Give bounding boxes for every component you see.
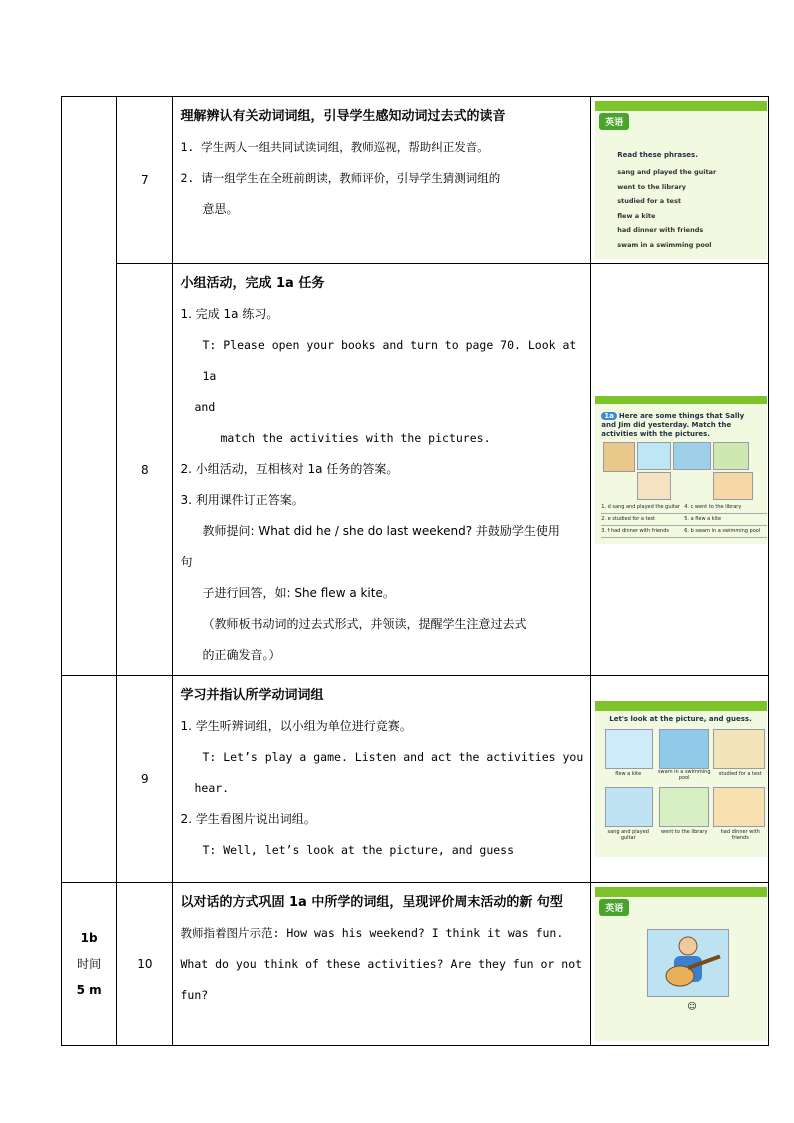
- phrase-item: had dinner with friends: [617, 226, 704, 234]
- picture-label: went to the library: [661, 829, 708, 835]
- study-picture: [713, 729, 765, 769]
- step-line: T: Please open your books and turn to page 70. Look at 1a: [202, 338, 577, 383]
- step-line: fun?: [180, 988, 209, 1002]
- step-line: What do you think of these activities? Are they fun or not: [180, 957, 583, 971]
- step-heading: 以对话的方式巩固 1a 中所学的词组，呈现评价周末活动的新 句型: [180, 895, 563, 910]
- slide-thumbnail: [595, 396, 767, 544]
- guitar-player-picture: [647, 929, 729, 997]
- question-text: Here are some things that Sally and Jim did yesterday. Match the activities with the pictures.: [601, 411, 745, 438]
- step-line: T: Let’s play a game. Listen and act the activities you: [202, 750, 584, 764]
- step-line: 1. 学生听辨词组，以小组为单位进行竞赛。: [180, 719, 412, 733]
- picture-label: had dinner with friends: [720, 829, 760, 841]
- step-line: 3. 利用课件订正答案。: [180, 493, 304, 507]
- slide-tag: 课件在线: [737, 103, 758, 109]
- slide-cell: [591, 264, 769, 676]
- step-heading: 小组活动，完成 1a 任务: [180, 276, 325, 291]
- task-badge: 1a: [601, 412, 617, 420]
- phrase-item: studied for a test: [617, 197, 681, 205]
- english-logo: 英语: [599, 899, 629, 916]
- step-line: 的正确发音。）: [202, 648, 281, 662]
- step-line: match the activities with the pictures.: [220, 431, 491, 445]
- stage-cell: [62, 676, 117, 883]
- guitar-picture: [605, 787, 653, 827]
- step-line: 意思。: [202, 202, 239, 216]
- step-content: [173, 264, 591, 676]
- answer-row: [601, 526, 767, 538]
- slide-question: [601, 412, 761, 439]
- answer-item: 4. c went to the library: [684, 503, 742, 510]
- step-line: 教师提问: What did he / she do last weekend? 并鼓励学生使用: [202, 524, 560, 538]
- answer-item: 6. b swam in a swimming pool: [684, 527, 761, 534]
- smile-icon: ☺: [687, 1002, 697, 1012]
- slide-thumbnail: [595, 101, 767, 259]
- phrase-item: swam in a swimming pool: [617, 240, 712, 249]
- slide-title: Let's look at the picture, and guess.: [609, 715, 752, 723]
- phrase-item: went to the library: [617, 182, 687, 191]
- guitar-player-illustration: [648, 930, 728, 996]
- step-line: 1. 学生两人一组共同试读词组，教师巡视，帮助纠正发音。: [180, 140, 489, 154]
- pool-picture: [673, 442, 711, 470]
- study-picture: [637, 472, 671, 500]
- stage-label: 时间: [77, 957, 102, 971]
- step-content: [173, 97, 591, 264]
- answer-row: [601, 514, 767, 526]
- step-line: 2. 请一组学生在全班前朗读，教师评价，引导学生猜测词组的: [180, 171, 501, 185]
- dinner-picture: [713, 787, 765, 827]
- picture-label: studied for a test: [718, 771, 762, 777]
- pool-picture: [659, 729, 709, 769]
- table-row: [62, 676, 769, 883]
- step-line: T: Well, let’s look at the picture, and guess: [202, 843, 515, 857]
- guitar-picture: [603, 442, 635, 472]
- step-number: 10: [117, 883, 173, 1046]
- step-line: 子进行回答，如: She flew a kite。: [202, 586, 395, 600]
- step-heading: 理解辨认有关动词词组，引导学生感知动词过去式的读音: [180, 109, 506, 124]
- picture-label: swam in a swimming pool: [657, 769, 711, 781]
- picture-label: sang and played guitar: [607, 829, 649, 841]
- step-line: and: [194, 400, 216, 414]
- library-picture: [659, 787, 709, 827]
- stage-label: 1b: [80, 931, 98, 945]
- answer-item: 3. f had dinner with friends: [601, 527, 669, 534]
- step-line: 2. 学生看图片说出词组。: [180, 812, 316, 826]
- step-line: 1. 完成 1a 练习。: [180, 307, 279, 321]
- step-line: （教师板书动词的过去式形式，并领读，提醒学生注意过去式: [202, 617, 527, 631]
- step-content: [173, 883, 591, 1046]
- step-number: 9: [117, 676, 173, 883]
- stage-cell: [62, 97, 117, 676]
- answer-row: [601, 502, 767, 514]
- step-line: hear.: [194, 781, 230, 795]
- kite-picture: [605, 729, 653, 769]
- slide-cell: [591, 97, 769, 264]
- english-logo: 英语: [599, 113, 629, 130]
- step-content: [173, 676, 591, 883]
- table-row: [62, 264, 769, 676]
- phrase-item: sang and played the guitar: [617, 168, 717, 176]
- answer-item: 2. e studied for a test: [601, 515, 656, 522]
- picture-label: flew a kite: [615, 771, 642, 777]
- dinner-picture: [713, 472, 753, 500]
- slide-thumbnail: [595, 701, 767, 857]
- step-number: 7: [117, 97, 173, 264]
- stage-cell: [62, 883, 117, 1046]
- table-row: [62, 883, 769, 1046]
- phrase-item: flew a kite: [617, 211, 656, 220]
- step-line: 2. 小组活动，互相核对 1a 任务的答案。: [180, 462, 399, 476]
- answer-item: 5. a flew a kite: [684, 515, 722, 522]
- slide-cell: [591, 676, 769, 883]
- phrase-list: [617, 165, 716, 252]
- slide-thumbnail: [595, 887, 767, 1041]
- answer-item: 1. d sang and played the guitar: [601, 503, 680, 510]
- slide-cell: [591, 883, 769, 1046]
- lesson-table: [61, 96, 769, 1046]
- kite-picture: [637, 442, 671, 470]
- slide-title: Read these phrases.: [617, 151, 698, 159]
- answer-list: [601, 502, 767, 538]
- library-picture: [713, 442, 749, 470]
- step-heading: 学习并指认所学动词词组: [180, 688, 324, 703]
- step-number: 8: [117, 264, 173, 676]
- step-line: 句: [180, 555, 193, 569]
- stage-label: 5 m: [76, 983, 102, 997]
- step-line: 教师指着图片示范: How was his weekend? I think it was fun.: [180, 926, 564, 940]
- table-row: [62, 97, 769, 264]
